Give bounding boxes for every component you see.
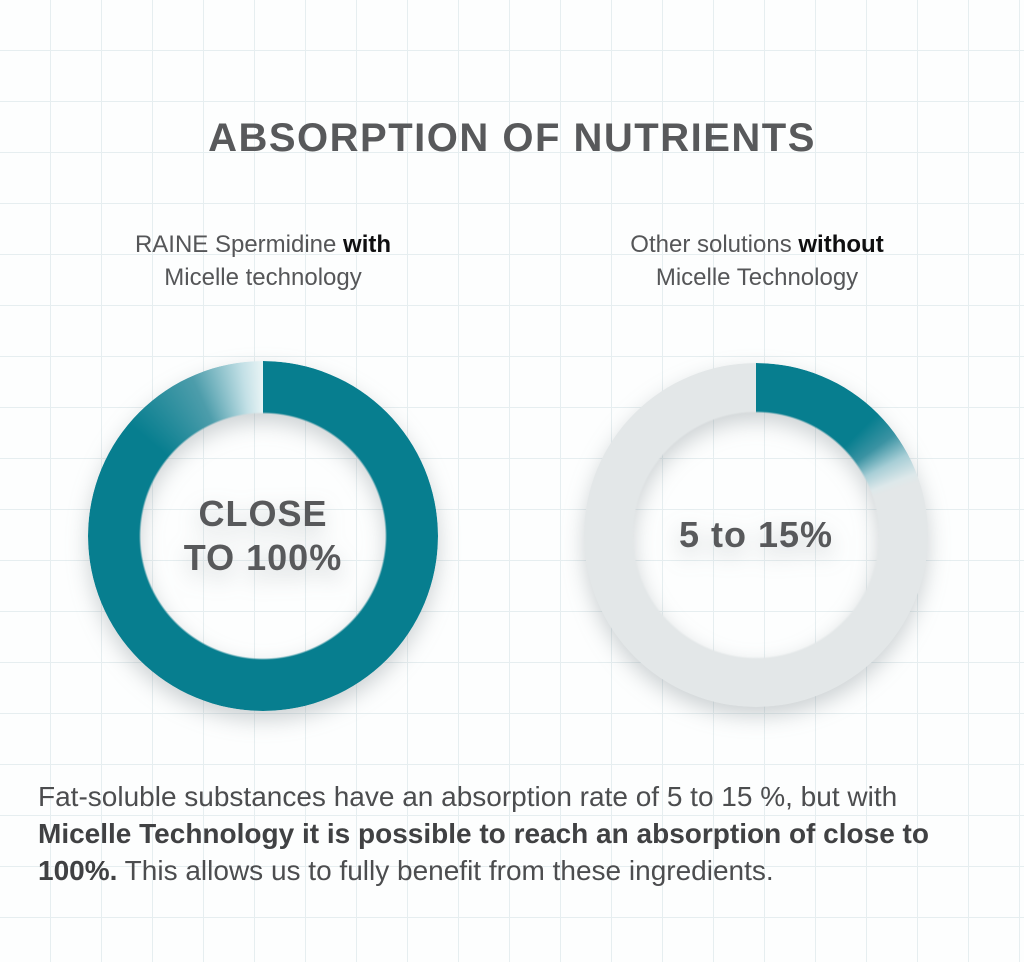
left-label-regular: RAINE Spermidine bbox=[134, 231, 344, 258]
right-label-regular: Other solutions bbox=[630, 231, 799, 258]
donut-value-line1: CLOSE bbox=[198, 493, 328, 534]
footer-text-before: Fat-soluble substances have an absorption rate of 5 to 15 %, but with bbox=[38, 781, 898, 812]
left-label-bold: with bbox=[343, 231, 392, 258]
donut-chart-without-micelle bbox=[584, 363, 928, 707]
footer-text-after: This allows us to fully benefit from these ingredients. bbox=[117, 855, 774, 886]
donut-value-line2: TO 100% bbox=[183, 537, 343, 578]
donut-chart-with-micelle bbox=[88, 361, 438, 711]
footer-description bbox=[38, 778, 990, 889]
footer-text-bold: Micelle Technology it is possible to reach an absorption of close to 100%. bbox=[38, 818, 929, 886]
left-chart-label-line2: Micelle technology bbox=[164, 264, 362, 291]
page-title: ABSORPTION OF NUTRIENTS bbox=[208, 116, 816, 160]
donut-ring-with-micelle bbox=[88, 361, 438, 711]
left-chart-label bbox=[78, 228, 448, 294]
right-chart-label-line2: Micelle Technology bbox=[655, 264, 859, 291]
right-chart-label-line1 bbox=[630, 231, 883, 258]
donut-value-line1: 5 to 15% bbox=[678, 514, 834, 555]
right-chart-label bbox=[574, 228, 940, 294]
left-chart-label-line1 bbox=[135, 231, 391, 258]
donut-ring-without-micelle bbox=[584, 363, 928, 707]
right-label-bold: without bbox=[798, 231, 884, 258]
